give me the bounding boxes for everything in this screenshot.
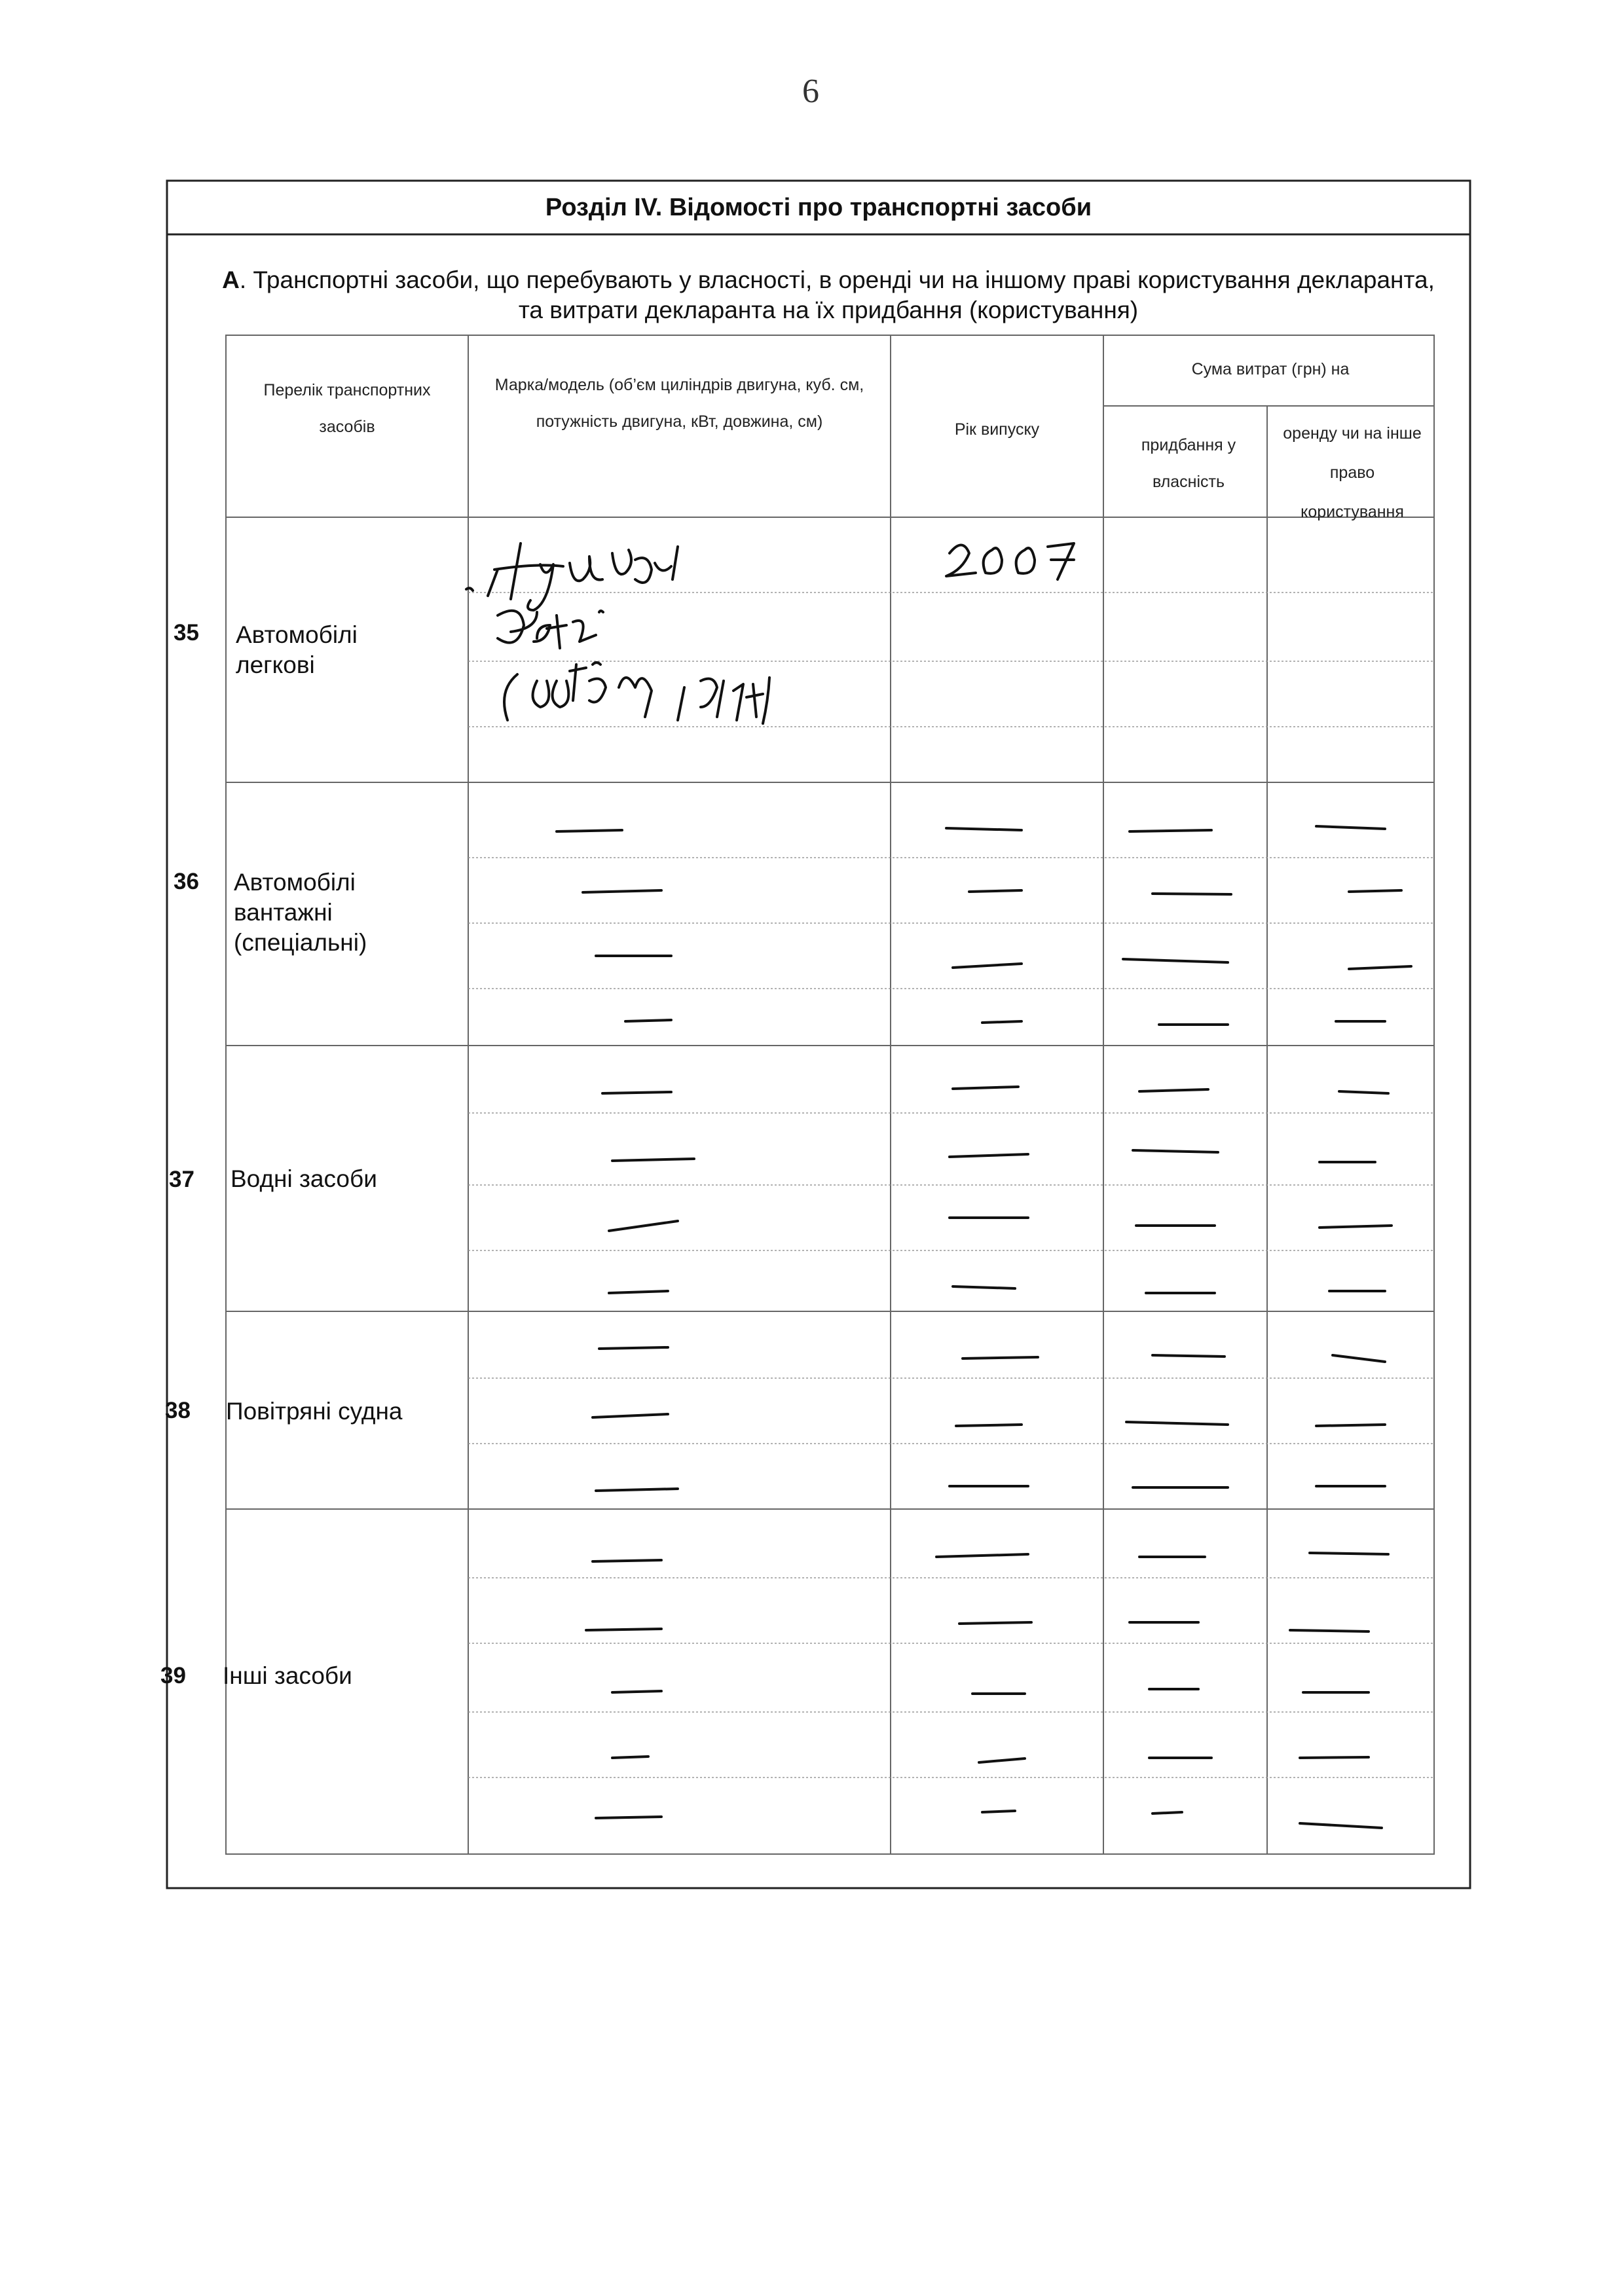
header-brand-model: Марка/модель (об’єм циліндрів двигуна, куб. см, потужність двигуна, кВт, довжина, см) — [494, 376, 864, 431]
subsection-text: . Транспортні засоби, що перебувають у власності, в оренді чи на іншому праві користування декларанта, та витрати декларанта на їх придбання (користування) — [239, 266, 1435, 323]
category-other: Інші засоби — [223, 1662, 352, 1689]
row-number-35: 35 — [174, 620, 199, 646]
handwritten-year — [936, 530, 1094, 583]
row-number-39: 39 — [160, 1663, 186, 1688]
category-water: Водні засоби — [231, 1165, 377, 1192]
header-rent: оренду чи на інше право користування — [1283, 424, 1422, 521]
handwritten-brand-model — [458, 524, 891, 746]
row-number-37: 37 — [169, 1167, 194, 1192]
header-year: Рік випуску — [954, 420, 1040, 439]
row-separators — [468, 592, 1434, 1777]
handwritten-dashes — [557, 826, 1411, 1828]
row-number-38: 38 — [165, 1398, 191, 1423]
row-number-36: 36 — [174, 869, 199, 894]
category-aircraft: Повітряні судна — [226, 1398, 403, 1425]
category-cars: Автомобілі легкові — [236, 621, 358, 678]
category-trucks: Автомобілі вантажні (спеціальні) — [234, 869, 367, 956]
header-vehicle-list: Перелік транспортних засобів — [263, 381, 431, 436]
page-number: 6 — [802, 73, 819, 110]
subsection-letter: А — [222, 266, 240, 293]
section-title: Розділ IV. Відомості про транспортні засоби — [545, 194, 1092, 221]
handwritten-year-text: 2007 — [936, 530, 938, 531]
header-expenses-group: Сума витрат (грн) на — [1191, 360, 1350, 378]
header-purchase: придбання у власність — [1141, 436, 1236, 491]
